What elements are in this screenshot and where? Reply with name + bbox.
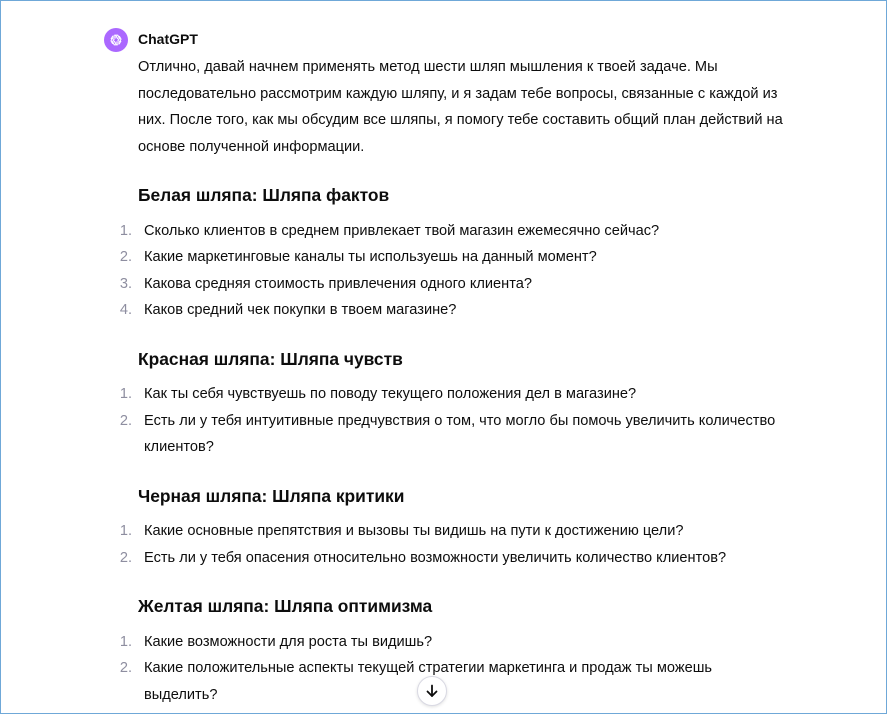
list-item-text: Какова средняя стоимость привлечения одного клиента? [144,275,532,292]
list-item-text: Какие маркетинговые каналы ты используешь на данный момент? [144,249,597,265]
question-list [119,218,788,324]
list-item [119,629,788,656]
list-item [119,297,788,324]
section-heading: Черная шляпа: Шляпа критики [138,485,405,506]
message-content [119,54,788,708]
arrow-down-icon [425,684,439,698]
list-item-text: Как ты себя чувствуешь по поводу текущего положения дел в магазине? [144,386,637,402]
list-item-text: Сколько клиентов в среднем привлекает твой магазин ежемесячно сейчас? [144,222,660,239]
list-item [119,545,788,572]
list-number: 1. [119,386,132,402]
list-item [119,218,788,245]
list-number: 2. [119,549,132,566]
question-list [119,629,788,709]
section-red-hat [119,346,788,461]
list-item [119,271,788,298]
list-number: 2. [119,249,132,265]
list-number: 1. [119,523,132,539]
list-number: 2. [119,660,132,676]
openai-logo-icon [108,32,124,48]
section-white-hat [119,182,788,324]
author-name: ChatGPT [138,31,198,47]
list-number: 1. [119,222,132,239]
list-number: 4. [119,302,132,318]
list-item [119,518,788,545]
section-yellow-hat [119,593,788,708]
question-list [119,381,788,461]
list-item-text: Какие возможности для роста ты видишь? [144,633,433,650]
avatar [104,28,128,52]
list-number: 3. [119,275,132,292]
list-item-text: Каков средний чек покупки в твоем магазине? [144,302,457,318]
list-item [119,655,788,708]
intro-paragraph: Отлично, давай начнем применять метод шести шляп мышления к твоей задаче. Мы последовательно рассмотрим каждую шляпу, и я задам тебе вопросы, связанные с каждой из них. После того, как мы обсудим все шляпы, я помогу тебе составить общий план действий на основе полученной информации. [138,59,783,155]
section-black-hat [119,483,788,572]
list-number: 2. [119,412,132,429]
section-heading: Красная шляпа: Шляпа чувств [138,348,403,369]
question-list [119,518,788,571]
list-item-text: Есть ли у тебя опасения относительно возможности увеличить количество клиентов? [144,549,727,566]
section-heading: Желтая шляпа: Шляпа оптимизма [138,596,433,616]
list-item-text: Есть ли у тебя интуитивные предчувствия о том, что могло бы помочь увеличить количество клиентов? [144,412,776,455]
scroll-to-bottom-button[interactable] [417,676,447,706]
list-item [119,244,788,271]
list-item-text: Какие основные препятствия и вызовы ты видишь на пути к достижению цели? [144,523,684,539]
list-number: 1. [119,633,132,650]
list-item [119,408,788,461]
list-item [119,381,788,408]
list-item-text: Какие положительные аспекты текущей стратегии маркетинга и продаж ты можешь выделить? [144,660,713,703]
section-heading: Белая шляпа: Шляпа фактов [138,185,390,205]
